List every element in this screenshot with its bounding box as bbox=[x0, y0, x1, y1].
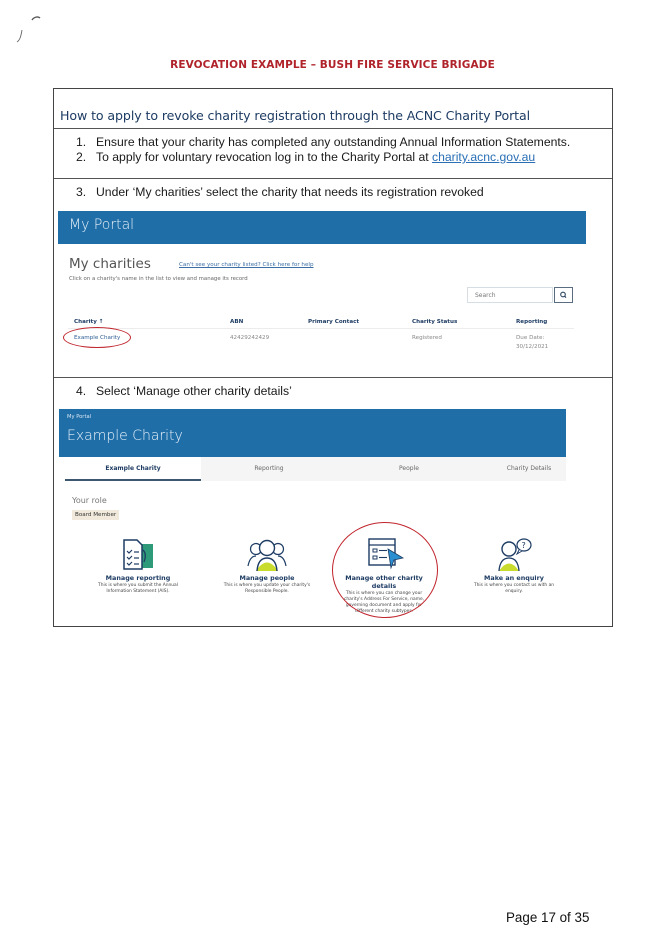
my-portal-header bbox=[58, 211, 586, 244]
column-header-charity-status: Charity Status bbox=[412, 319, 458, 325]
card-manage-people[interactable]: Manage people This is where you update your charity's Responsible People. bbox=[217, 536, 317, 595]
status-cell: Registered bbox=[412, 335, 442, 341]
report-checklist-icon bbox=[115, 536, 161, 572]
step-3: 3. Under ‘My charities’ select the charity that needs its registration revoked bbox=[76, 185, 484, 199]
column-header-charity[interactable]: Charity ↑ bbox=[74, 319, 104, 325]
table-header-divider bbox=[68, 328, 574, 329]
abn-cell: 42429242429 bbox=[230, 335, 270, 341]
tab-charity-details[interactable]: Charity Details bbox=[506, 465, 552, 472]
my-portal-title: My Portal bbox=[69, 217, 135, 233]
search-input[interactable]: Search bbox=[467, 287, 553, 303]
reporting-cell: Due Date: 30/12/2021 bbox=[516, 335, 549, 350]
instructions-frame bbox=[53, 88, 613, 627]
tab-reporting[interactable]: Reporting bbox=[254, 465, 284, 472]
my-charities-title: My charities bbox=[69, 256, 151, 272]
step-2: 2. To apply for voluntary revocation log in to the Charity Portal at charity.acnc.gov.au bbox=[76, 150, 536, 164]
breadcrumb[interactable]: My Portal bbox=[67, 414, 92, 420]
charity-portal-link[interactable]: charity.acnc.gov.au bbox=[432, 150, 536, 164]
column-header-abn: ABN bbox=[230, 319, 244, 325]
pen-mark-decoration bbox=[14, 14, 44, 46]
card-make-an-enquiry[interactable]: ? Make an enquiry This is where you contact us with an enquiry. bbox=[464, 536, 564, 595]
charity-name-link[interactable]: Example Charity bbox=[74, 335, 121, 341]
role-badge: Board Member bbox=[72, 510, 119, 520]
highlight-circle bbox=[63, 327, 131, 348]
svg-text:?: ? bbox=[521, 541, 526, 550]
divider bbox=[54, 178, 612, 179]
role-label: Your role bbox=[72, 496, 107, 505]
my-charities-instructions: Click on a charity's name in the list to view and manage its record bbox=[69, 276, 248, 282]
charity-header bbox=[59, 409, 566, 457]
charity-tabs bbox=[59, 457, 566, 481]
search-icon bbox=[555, 288, 572, 302]
search-button[interactable] bbox=[554, 287, 573, 303]
guide-heading: How to apply to revoke charity registration through the ACNC Charity Portal bbox=[60, 108, 530, 123]
page-number: Page 17 of 35 bbox=[506, 910, 590, 925]
charity-title: Example Charity bbox=[67, 428, 183, 444]
card-manage-reporting[interactable]: Manage reporting This is where you submit the Annual Information Statement (AIS). bbox=[88, 536, 188, 595]
help-link[interactable]: Can't see your charity listed? Click here for help bbox=[179, 262, 314, 268]
step-4: 4. Select ‘Manage other charity details’ bbox=[76, 384, 292, 398]
divider bbox=[54, 377, 612, 378]
column-header-reporting: Reporting bbox=[516, 319, 548, 325]
card-manage-other-charity-details[interactable]: Manage other charity details This is where you can change your charity's Address For Service, name, governing document and apply for different charity subtypes. bbox=[334, 536, 434, 615]
column-header-primary-contact: Primary Contact bbox=[308, 319, 360, 325]
tab-example-charity[interactable]: Example Charity bbox=[65, 457, 201, 481]
document-title: REVOCATION EXAMPLE – BUSH FIRE SERVICE BRIGADE bbox=[170, 59, 495, 71]
tab-people[interactable]: People bbox=[399, 465, 419, 472]
divider bbox=[54, 128, 612, 129]
person-question-icon bbox=[491, 536, 537, 572]
people-group-icon bbox=[243, 536, 291, 572]
step-1: 1. Ensure that your charity has completed any outstanding Annual Information Statements. bbox=[76, 135, 571, 149]
highlight-circle bbox=[332, 522, 438, 618]
